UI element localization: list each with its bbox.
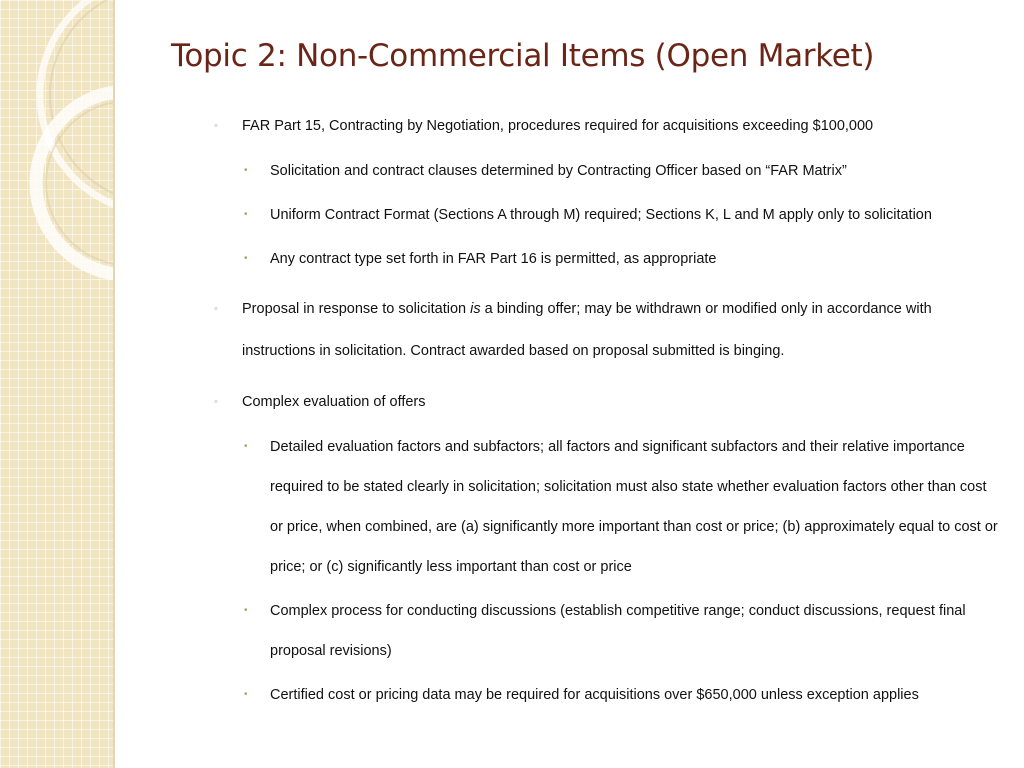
ring-bullet-icon: ◦ xyxy=(214,396,218,408)
bullet-text-pre: Proposal in response to solicitation xyxy=(242,301,471,317)
sub-bullet-ucf xyxy=(212,195,1002,235)
dot-bullet-icon: • xyxy=(244,689,248,700)
sub-bullet-text: Detailed evaluation factors and subfactors; all factors and significant subfactors and their relative importance required to be stated clearly in solicitation; solicitation must also state whether evaluation factors other than cost or price, when combined, are (a) significantly more important than cost or price; (b) approximately equal to cost or price; or (c) significantly less important than cost or price xyxy=(270,439,998,575)
dot-bullet-icon: • xyxy=(244,209,248,220)
ring-bullet-icon: ◦ xyxy=(214,120,218,132)
sub-bullet-discussions xyxy=(212,591,1002,671)
bullet-text: FAR Part 15, Contracting by Negotiation, procedures required for acquisitions exceeding $100,000 xyxy=(242,118,874,134)
decorative-sidebar xyxy=(0,0,113,768)
sub-bullet-contract-type xyxy=(212,239,1002,279)
sub-bullet-text: Any contract type set forth in FAR Part 16 is permitted, as appropriate xyxy=(270,251,717,267)
slide-title: Topic 2: Non-Commercial Items (Open Market) xyxy=(171,38,875,74)
bullet-text-post: a binding offer; may be withdrawn or modified only in accordance with instructions in solicitation. Contract awarded based on proposal submitted is binging. xyxy=(242,301,932,359)
bullet-proposal xyxy=(212,288,1002,372)
sub-bullet-cost-pricing-data xyxy=(212,675,1002,715)
sub-bullet-text: Uniform Contract Format (Sections A through M) required; Sections K, L and M apply only to solicitation xyxy=(270,207,932,223)
sub-bullet-text: Solicitation and contract clauses determined by Contracting Officer based on “FAR Matrix” xyxy=(270,163,847,179)
bullet-complex-evaluation xyxy=(212,381,1002,423)
sidebar-divider xyxy=(113,0,115,768)
dot-bullet-icon: • xyxy=(244,165,248,176)
bullet-text-emphasis: is xyxy=(470,301,481,317)
decorative-rings-graphic xyxy=(0,0,113,768)
bullet-far-part-15 xyxy=(212,105,1002,147)
bullet-text: Complex evaluation of offers xyxy=(242,394,426,410)
slide-body xyxy=(212,105,1002,715)
dot-bullet-icon: • xyxy=(244,253,248,264)
ring-bullet-icon: ◦ xyxy=(214,303,218,315)
dot-bullet-icon: • xyxy=(244,605,248,616)
sub-bullet-text: Certified cost or pricing data may be required for acquisitions over $650,000 unless exception applies xyxy=(270,687,919,703)
sub-bullet-evaluation-factors xyxy=(212,427,1002,587)
dot-bullet-icon: • xyxy=(244,441,248,452)
sub-bullet-text: Complex process for conducting discussions (establish competitive range; conduct discussions, request final proposal revisions) xyxy=(270,603,966,659)
sub-bullet-clauses xyxy=(212,151,1002,191)
